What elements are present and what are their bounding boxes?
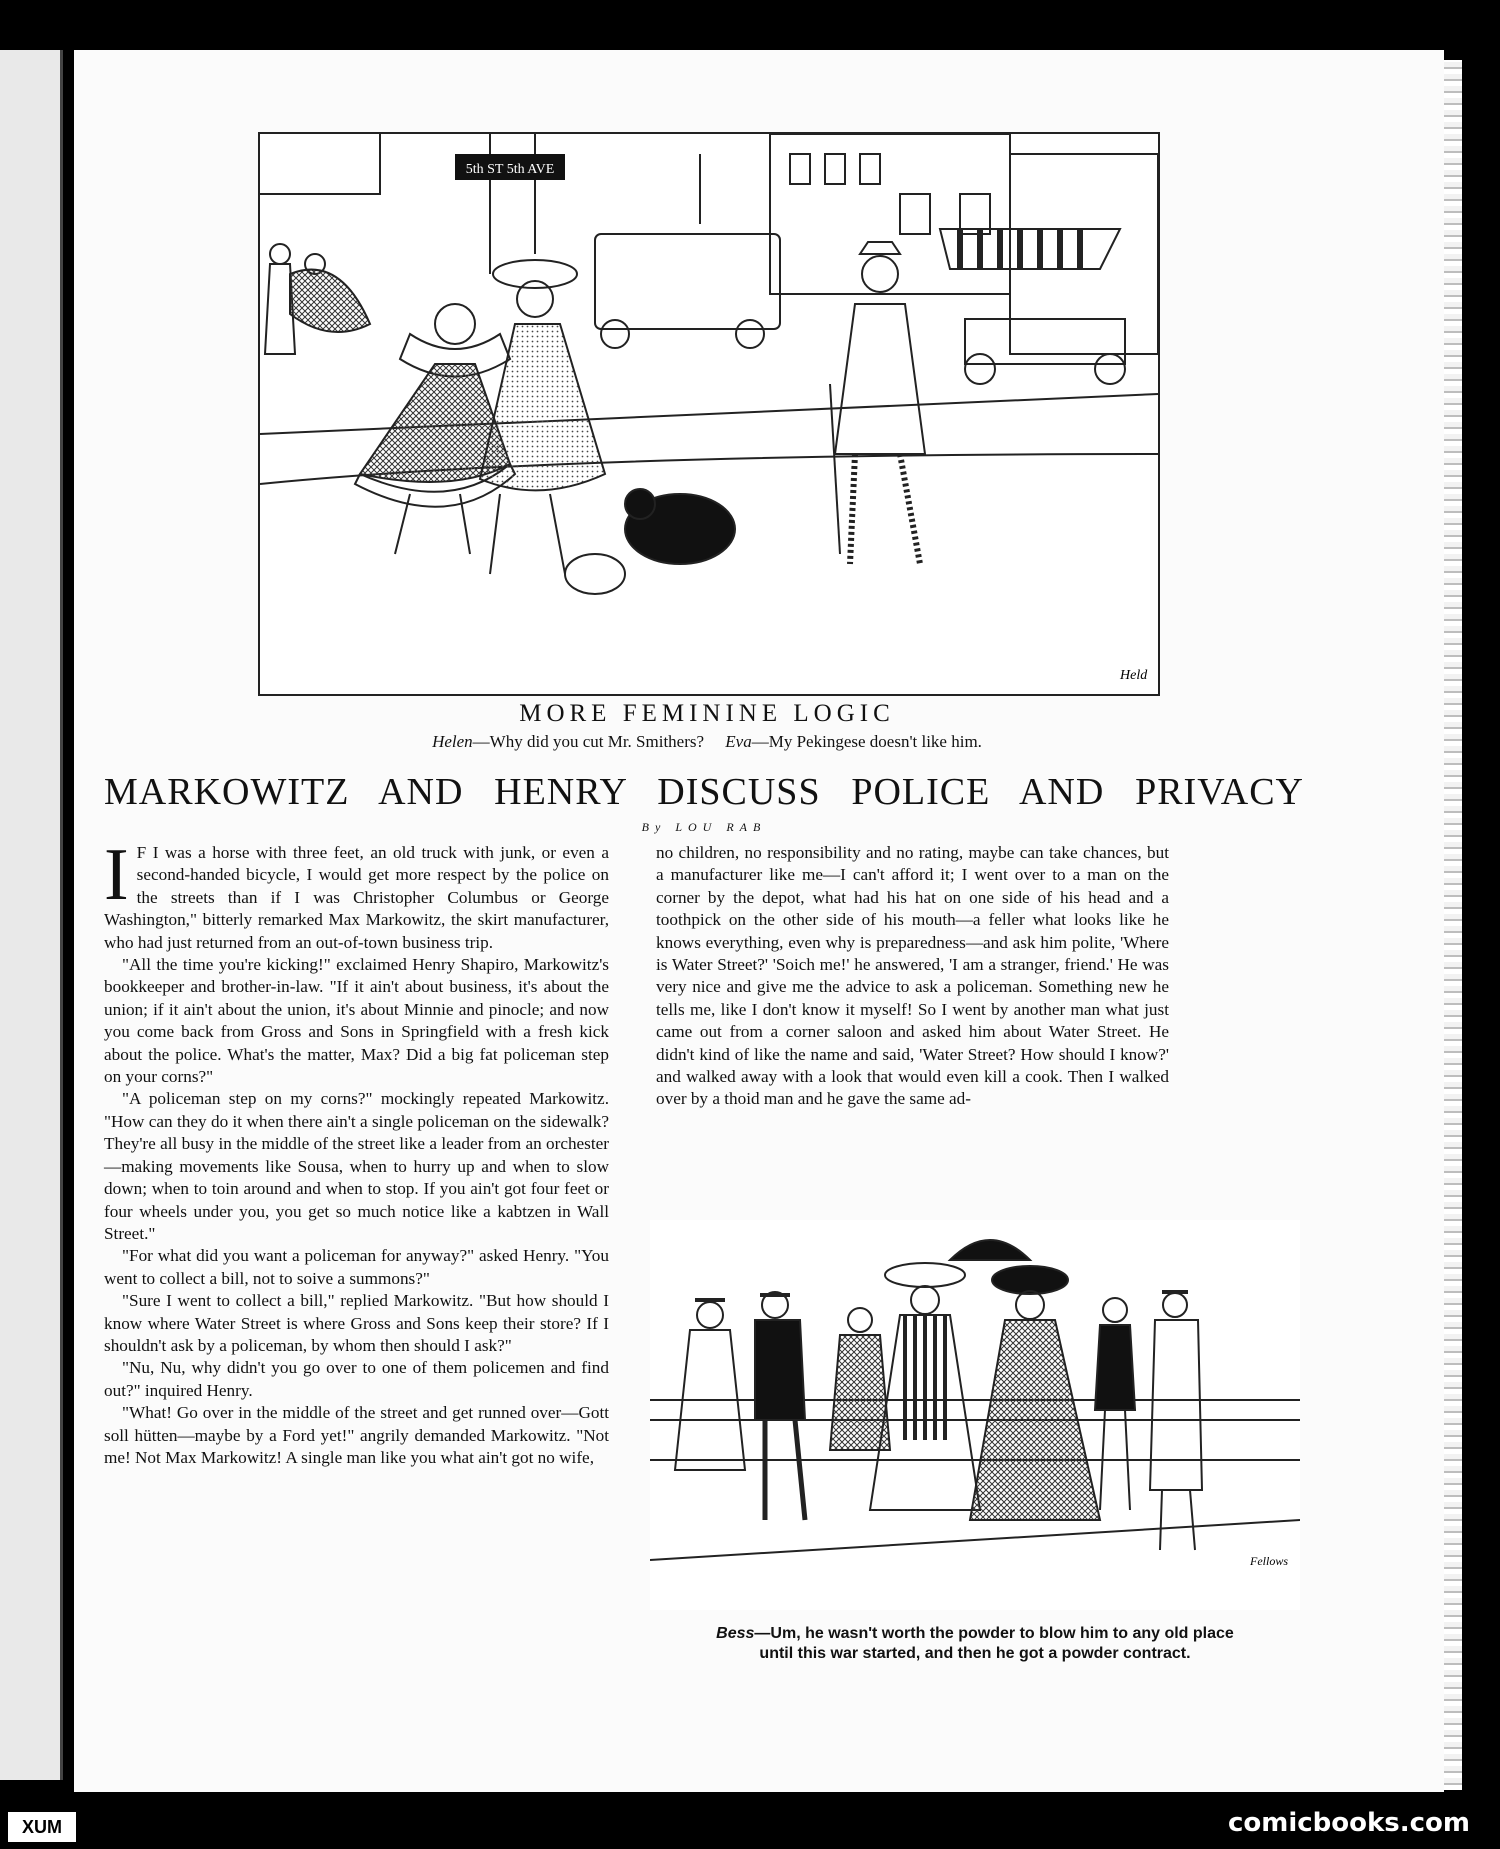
paragraph: I F I was a horse with three feet, an old truck with junk, or even a second-handed bicycle, I would get more respect by the police on the streets than if I was Christopher Columbus or George Washington," bitterly remarked Max Markowitz, the skirt manufacturer, who had just returned from an out-of-town business trip. <box>104 834 609 952</box>
paragraph: "For what did you want a policeman for anyway?" asked Henry. "You went to collect a bill, not to soive a summons?" <box>104 1246 609 1288</box>
xum-tag: XUM <box>8 1812 76 1842</box>
paragraph: "Nu, Nu, why didn't you go over to one of them policemen and find out?" inquired Henry. <box>104 1358 609 1400</box>
street-scene-drawing <box>260 134 1158 694</box>
caption-line-eva: —My Pekingese doesn't like him. <box>751 732 982 751</box>
top-cartoon-title: MORE FEMININE LOGIC <box>519 700 895 727</box>
caption-speaker-helen: Helen <box>432 732 473 751</box>
paragraph: "All the time you're kicking!" exclaimed Henry Shapiro, Markowitz's bookkeeper and brother-in-law. "If it ain't about business, it's about the union; if it ain't about the union, it's about Minnie and pinocle; and now you come back from Gross and Sons in Springfield with a fresh kick about the police. What's the matter, Max? Did a big fat policeman step on your corns?" <box>104 955 609 1087</box>
article-byline: By LOU RAB <box>641 820 767 834</box>
paragraph: "What! Go over in the middle of the street and get runned over—Gott soll hütten—maybe by a Ford yet!" angrily demanded Markowitz. "Not me! Not Max Markowitz! A single man like you what ain't got no wife, <box>104 1403 609 1467</box>
bottom-cartoon-illustration <box>650 1220 1300 1610</box>
boardwalk-scene-drawing <box>650 1220 1300 1610</box>
street-sign-text: 5th ST 5th AVE <box>465 162 555 177</box>
article-column-right <box>656 842 1169 1111</box>
left-page-edge <box>0 50 63 1780</box>
paragraph: "A policeman step on my corns?" mockingly repeated Markowitz. "How can they do it when there ain't a single policeman on the sidewalk? They're all busy in the middle of the street like a leader from an orchester—making movements like Sousa, when to hurry up and when to slow down; when to toin around and when to stop. If you ain't got four feet or four wheels under you, you get so much notice like a kabtzen in Wall Street." <box>104 1089 609 1243</box>
top-cartoon-illustration <box>258 132 1160 696</box>
top-cartoon-caption <box>258 732 1156 752</box>
bottom-cartoon-caption <box>660 1624 1290 1664</box>
caption-speaker-bess: Bess <box>716 1625 755 1642</box>
site-watermark-logo: comicbooks.com <box>1227 1808 1470 1838</box>
caption-line-helen: —Why did you cut Mr. Smithers? <box>472 732 705 751</box>
top-cartoon-signature: Held <box>1120 668 1148 683</box>
article-column-left <box>104 834 609 1469</box>
caption-speaker-eva: Eva <box>725 732 752 751</box>
caption-line-1: —Um, he wasn't worth the powder to blow him to any old place <box>754 1625 1234 1642</box>
paragraph: "Sure I went to collect a bill," replied Markowitz. "But how should I know where Water Street is where Gross and Sons keep their store? If I shouldn't ask by a policeman, by whom then should I ask?" <box>104 1291 609 1355</box>
page-stack-edge <box>1444 60 1462 1790</box>
article-headline: MARKOWITZ AND HENRY DISCUSS POLICE AND PRIVACY <box>104 771 1304 813</box>
paragraph: no children, no responsibility and no rating, maybe can take chances, but a manufacturer like me—I can't afford it; I went over to a man on the corner by the depot, what had his hat on one side of his head and a toothpick on the other side of his mouth—a feller what looks like he knows everything, even why is preparedness—and ask him polite, 'Where is Water Street?' 'Soich me!' he answered, 'I am a stranger, friend.' He was very nice and give me the advice to ask a policeman. Something new he tells me, like I don't know it myself! So I went by another man what just came out from a corner saloon and asked him about Water Street. He didn't kind of like the name and said, 'Water Street? How should I know?' and walked away with a look that would even kill a cook. Then I walked over by a thoid man and he gave the same ad- <box>656 843 1169 1109</box>
drop-cap: I <box>104 834 129 916</box>
caption-line-2: until this war started, and then he got a powder contract. <box>759 1645 1191 1662</box>
bottom-cartoon-signature: Fellows <box>1250 1554 1288 1568</box>
